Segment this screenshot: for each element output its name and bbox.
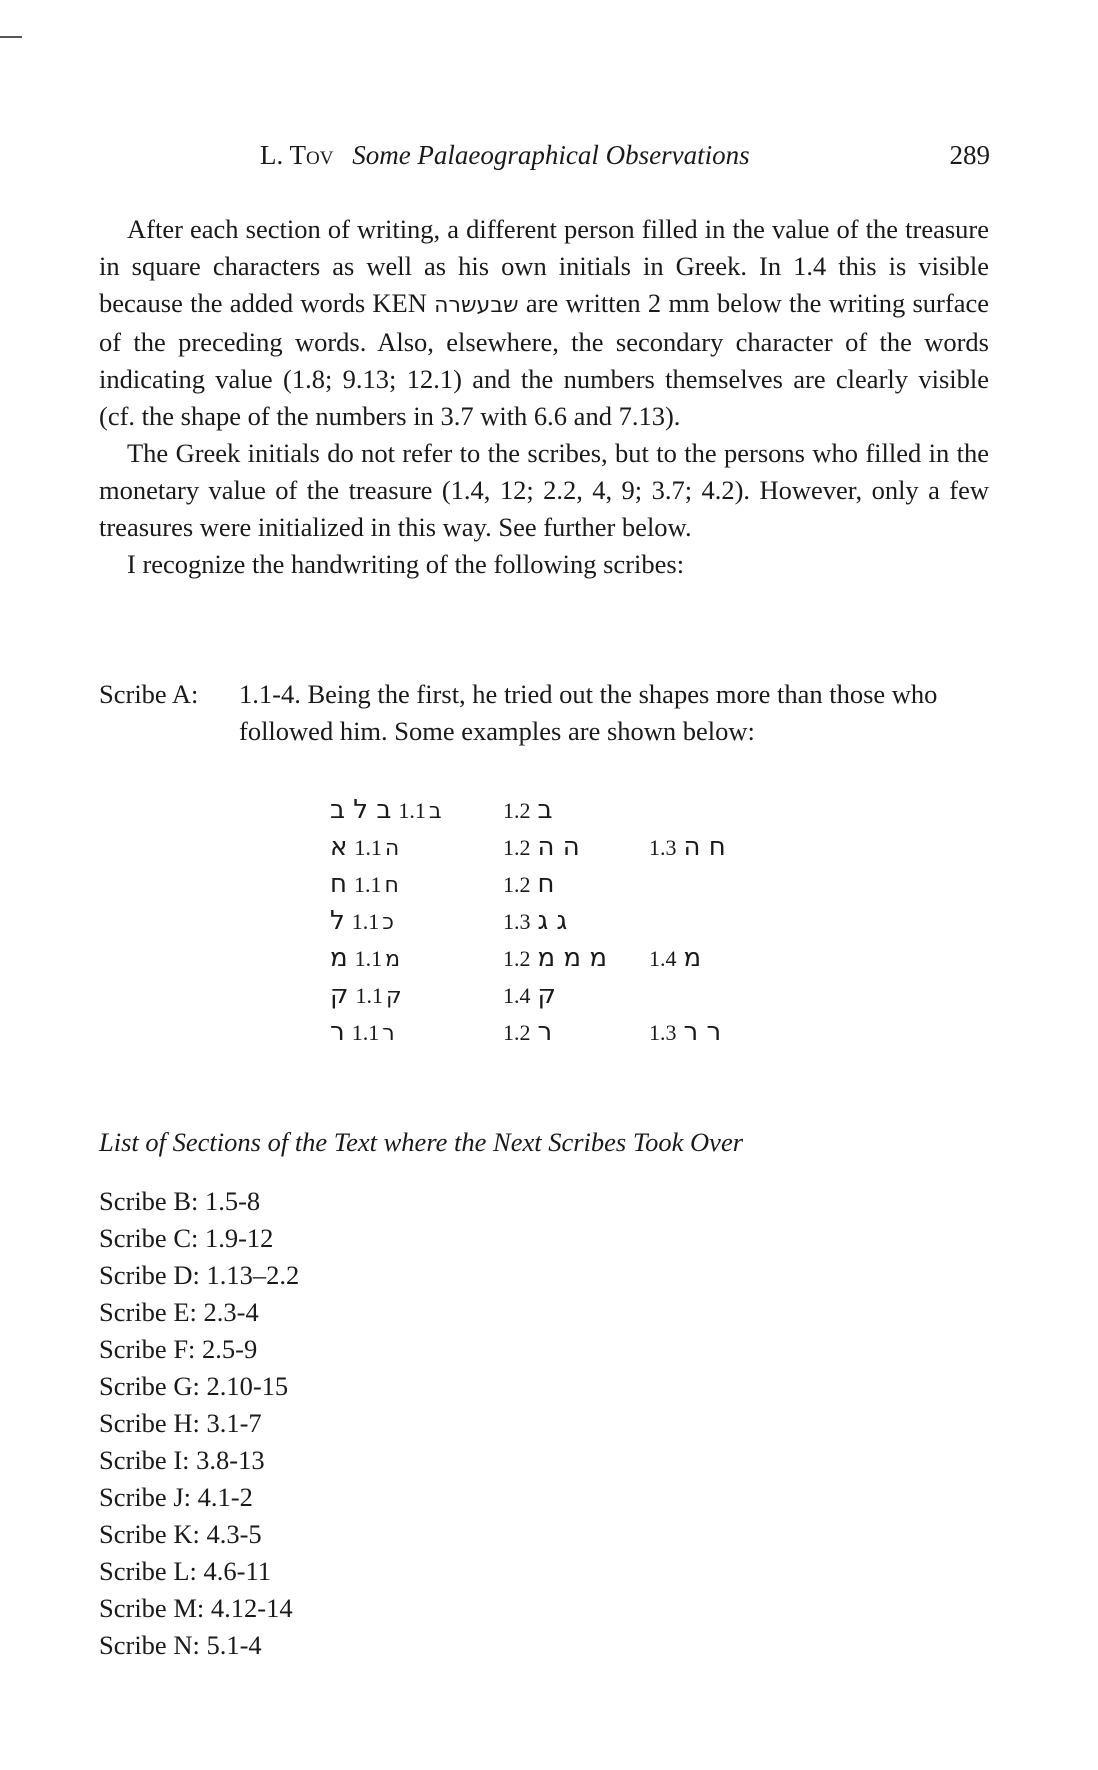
paragraph-1 <box>99 211 989 435</box>
letter-forms: ר <box>330 1017 345 1047</box>
section-ref: 1.2 <box>503 1020 531 1045</box>
letter-cell <box>500 1017 556 1047</box>
section-ref: 1.4 <box>649 946 677 971</box>
letter-row <box>326 906 786 943</box>
section-ref: 1.1 <box>354 835 382 860</box>
paragraph-2: The Greek initials do not refer to the scribes, but to the persons who filled in the monetary value of the treasure (1.4, 12; 2.2, 4, 9; 3.7; 4.2). However, only a few treasures were initialized in this way. See further below. <box>99 438 989 542</box>
header-title: Some Palaeographical Observations <box>352 140 750 170</box>
section-ref: 1.1 <box>351 1020 380 1045</box>
letter-cell <box>646 869 660 899</box>
section-ref: 1.4 <box>503 983 531 1008</box>
letter-forms: ב ל ב <box>330 795 392 825</box>
section-ref: 1.3 <box>649 1020 677 1045</box>
scribe-a-label: Scribe A: <box>99 679 199 709</box>
scribe-list-item: Scribe H: 3.1-7 <box>99 1408 262 1438</box>
letter-forms: מ <box>683 943 702 973</box>
paragraph-1-start: After each section of writing, a different person filled in the value of the treasure in square characters as well as his own initials in Greek. In 1.4 this is visible because the added words KEN <box>99 214 989 318</box>
letter-forms: א <box>330 832 348 862</box>
letter-forms: מ מ מ <box>537 943 608 973</box>
letter-cell <box>646 795 660 825</box>
scribe-list-item: Scribe G: 2.10-15 <box>99 1371 289 1401</box>
scribe-list-item: Scribe I: 3.8-13 <box>99 1445 265 1475</box>
scribe-list-item: Scribe L: 4.6-11 <box>99 1556 271 1586</box>
scan-mark <box>0 36 22 38</box>
letter-cell <box>500 980 560 1010</box>
header-author: L. Tov <box>260 140 334 170</box>
base-letter: ב <box>428 799 442 824</box>
letter-row <box>326 980 786 1017</box>
paragraph-3: I recognize the handwriting of the following scribes: <box>127 549 685 579</box>
letter-cell <box>326 943 400 973</box>
scribe-a-entry <box>99 676 989 750</box>
hebrew-word: שבעשרה <box>434 293 519 318</box>
letter-forms: מ <box>330 943 348 973</box>
letter-cell <box>500 795 557 825</box>
base-letter: ה <box>384 836 400 861</box>
letter-forms: ק <box>330 980 349 1010</box>
letter-cell <box>326 980 402 1010</box>
base-letter: ח <box>384 873 399 898</box>
page-number: 289 <box>949 140 990 170</box>
section-ref: 1.2 <box>503 946 531 971</box>
letter-cell <box>646 906 660 936</box>
section-ref: 1.1 <box>398 798 426 823</box>
letter-cell <box>500 943 611 973</box>
letter-row <box>326 869 786 906</box>
scribe-a-text: 1.1-4. Being the first, he tried out the shapes more than those who followed him. Some examples are shown below: <box>239 679 938 746</box>
scribe-list-item: Scribe J: 4.1-2 <box>99 1482 253 1512</box>
letter-cell <box>326 1017 395 1047</box>
letter-forms: ג ג <box>537 906 568 936</box>
letter-cell <box>326 869 399 899</box>
base-letter: ק <box>385 984 402 1009</box>
letter-forms-table <box>326 795 786 1054</box>
body-text <box>99 211 989 583</box>
letter-row <box>326 832 786 869</box>
section-ref: 1.2 <box>503 872 531 897</box>
list-heading: List of Sections of the Text where the Next Scribes Took Over <box>99 1127 744 1157</box>
section-ref: 1.3 <box>503 909 531 934</box>
letter-cell <box>500 906 571 936</box>
letter-cell <box>500 832 584 862</box>
base-letter: מ <box>385 947 401 972</box>
scribe-list <box>99 1183 299 1664</box>
base-letter: כ <box>382 910 394 935</box>
letter-row <box>326 943 786 980</box>
letter-cell <box>646 832 730 862</box>
section-ref: 1.1 <box>354 872 382 897</box>
section-ref: 1.3 <box>649 835 677 860</box>
letter-row <box>326 1017 786 1054</box>
scribe-list-item: Scribe M: 4.12-14 <box>99 1593 293 1623</box>
running-head <box>260 140 990 171</box>
section-ref: 1.1 <box>354 946 383 971</box>
letter-forms: ה ה <box>537 832 580 862</box>
letter-forms: ח <box>330 869 347 899</box>
section-ref: 1.1 <box>351 909 380 934</box>
section-ref: 1.2 <box>503 798 531 823</box>
scribe-list-item: Scribe F: 2.5-9 <box>99 1334 258 1364</box>
letter-forms: ב <box>537 795 553 825</box>
letter-forms: ח <box>537 869 555 899</box>
scribe-list-item: Scribe E: 2.3-4 <box>99 1297 259 1327</box>
section-ref: 1.1 <box>355 983 383 1008</box>
scribe-list-item: Scribe K: 4.3-5 <box>99 1519 262 1549</box>
letter-row <box>326 795 786 832</box>
letter-forms: ק <box>537 980 556 1010</box>
letter-cell <box>646 1017 725 1047</box>
letter-cell <box>646 943 705 973</box>
letter-cell <box>326 795 442 825</box>
letter-forms: ח ה <box>683 832 726 862</box>
scribe-list-item: Scribe D: 1.13–2.2 <box>99 1260 300 1290</box>
letter-cell <box>646 980 660 1010</box>
letter-cell <box>326 832 399 862</box>
section-ref: 1.2 <box>503 835 531 860</box>
scribe-list-item: Scribe N: 5.1-4 <box>99 1630 262 1660</box>
letter-cell <box>326 906 394 936</box>
scribe-list-item: Scribe B: 1.5-8 <box>99 1186 261 1216</box>
letter-forms: ר <box>537 1017 553 1047</box>
paragraph-1-end: are written 2 mm below the writing surface of the preceding words. Also, elsewhere, the secondary character of the words indicating value (1.8; 9.13; 12.1) and the numbers themselves are clearly visible (cf. the shape of the numbers in 3.7 with 6.6 and 7.13). <box>99 288 989 431</box>
scribe-list-item: Scribe C: 1.9-12 <box>99 1223 274 1253</box>
base-letter: ר <box>382 1021 395 1046</box>
letter-forms: ל <box>330 906 345 936</box>
letter-cell <box>500 869 559 899</box>
letter-forms: ר ר <box>683 1017 722 1047</box>
